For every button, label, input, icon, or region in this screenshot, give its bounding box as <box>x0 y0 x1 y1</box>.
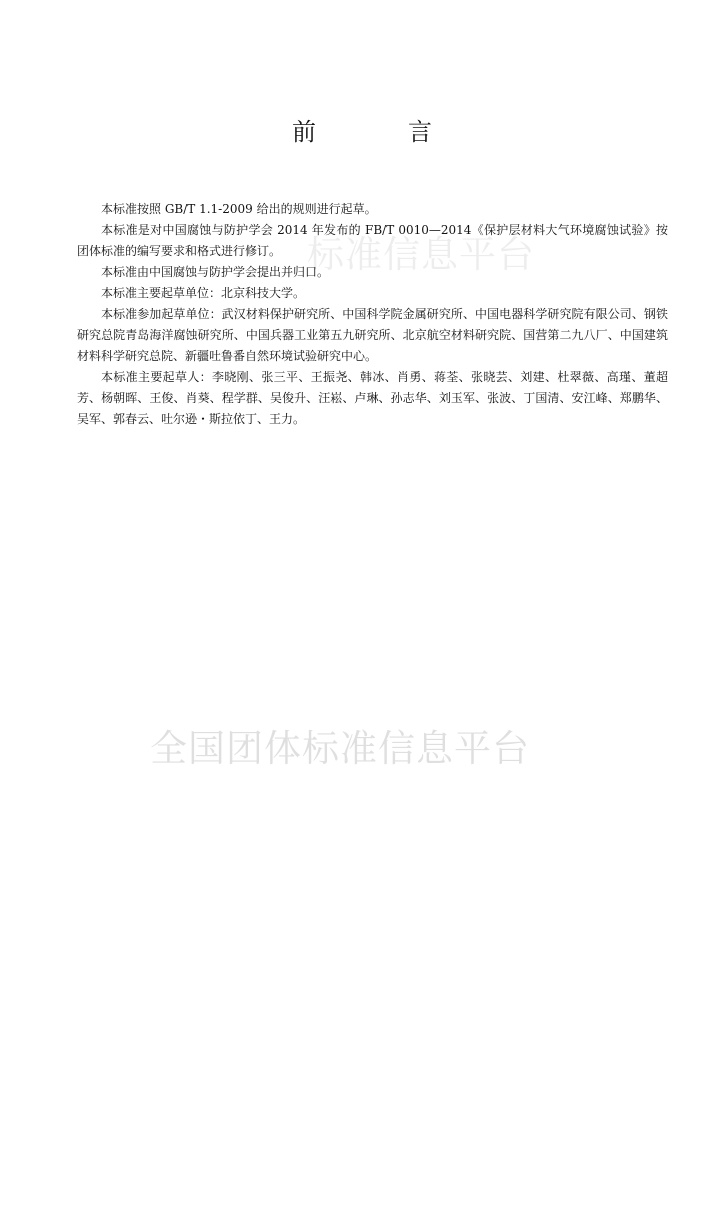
paragraph-drafters: 本标准主要起草人：李晓刚、张三平、王振尧、韩冰、肖勇、蒋荃、张晓芸、刘建、杜翠薇、高瑾、董超芳、杨朝晖、王俊、肖葵、程学群、吴俊升、汪崧、卢琳、孙志华、刘玉军、张波、丁国清、安江峰、郑鹏华、吴军、郭春云、吐尔逊・斯拉依丁、王力。 <box>77 370 668 426</box>
paragraph-participating-units: 本标准参加起草单位：武汉材料保护研究所、中国科学院金属研究所、中国电器科学研究院有限公司、钢铁研究总院青岛海洋腐蚀研究所、中国兵器工业第五九研究所、北京航空材料研究院、国营第二九八厂、中国建筑材料科学研究总院、新疆吐鲁番自然环境试验研究中心。 <box>77 307 668 363</box>
paragraph-proposer: 本标准由中国腐蚀与防护学会提出并归口。 <box>101 265 330 279</box>
foreword-body <box>77 199 668 430</box>
watermark-text: 全国团体标准信息平台 <box>150 727 530 770</box>
watermark-text: 标准信息平台 <box>307 233 535 276</box>
paragraph-main-drafting-unit: 本标准主要起草单位：北京科技大学。 <box>101 286 306 300</box>
page-title: 前 言 <box>292 118 466 146</box>
paragraph-drafting-rules: 本标准按照 GB/T 1.1-2009 给出的规则进行起草。 <box>101 202 377 216</box>
page-number <box>0 1206 648 1219</box>
paragraph-revision: 本标准是对中国腐蚀与防护学会 2014 年发布的 FB/T 0010—2014《保护层材料大气环境腐蚀试验》按团体标准的编写要求和格式进行修订。 <box>77 223 668 258</box>
